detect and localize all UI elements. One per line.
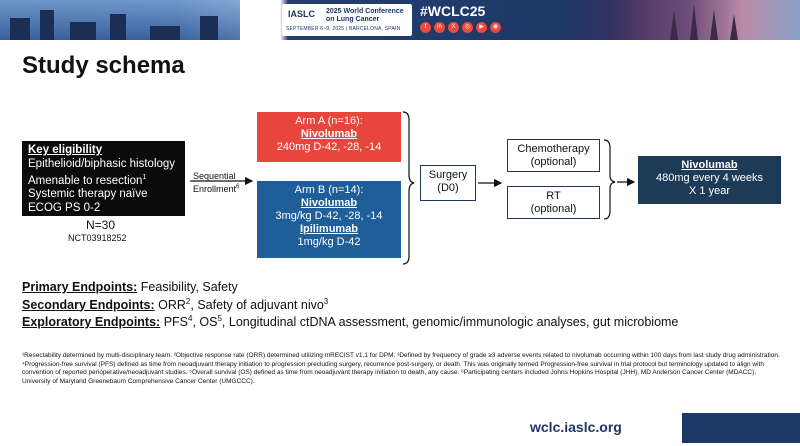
adjuvant-dose: 480mg every 4 weeks — [656, 172, 763, 184]
rt-box — [507, 186, 600, 219]
surgery-day: (D0) — [437, 182, 459, 194]
eligibility-heading: Key eligibility — [28, 144, 103, 156]
instagram-icon[interactable]: ◎ — [462, 22, 473, 33]
adjuvant-drug: Nivolumab — [681, 159, 738, 171]
arm-b-dose-1: 3mg/kg D-42, -28, -14 — [275, 210, 383, 222]
eligibility-line-3: Systemic therapy naïve — [28, 188, 148, 201]
chemotherapy-optional: (optional) — [530, 156, 577, 168]
arm-b-title: Arm B (n=14): — [294, 184, 364, 196]
surgery-label: Surgery — [428, 169, 468, 181]
endpoints-section — [22, 280, 678, 330]
arm-b-dose-2: 1mg/kg D-42 — [297, 236, 361, 248]
eligibility-line-2: Amenable to resection$^1$ — [28, 174, 147, 187]
arm-a-drug: Nivolumab — [300, 128, 358, 140]
sample-size: N=30 — [86, 218, 116, 232]
footer-bar — [0, 412, 800, 446]
facebook-icon[interactable]: f — [420, 22, 431, 33]
primary-endpoints: Primary Endpoints: Feasibility, Safety — [22, 280, 238, 294]
iaslc-logo-text: IASLC — [288, 9, 315, 19]
exploratory-endpoints: Exploratory Endpoints: PFS$^4$, $OS^5$, Longitudinal ctDNA assessment, genomic/immunologic analyses, gut microbiome — [22, 314, 679, 330]
arms-bracket — [403, 112, 414, 264]
surgery-box — [420, 165, 476, 201]
arm-a-dose: 240mg D-42, -28, -14 — [276, 141, 382, 153]
linkedin-icon[interactable]: in — [434, 22, 445, 33]
footnotes: ¹Resectability determined by multi-disciplinary team. ²Objective response rate (ORR) determined utilizing mRECIST v1.1 for DPM. ³Defined by frequency of grade ≥3 adverse events related to nivolumab occurring within 100 days from last study drug administration. ⁴Progression-free survival (PFS) defined as time from neoadjuvant therapy initiation to progression precluding surgery, recurrence post-surgery, or death. This was originally termed Progression-free survival in trial protocol but terminology updated to align with convention of reported perioperative/neoadjuvant studies. ⁵Overall survival (OS) defined as time from neoadjuvant therapy initiation to death, any cause. ⁶Participating centers included Johns Hopkins Hospital (JHH), MD Anderson Cancer Center (MDACC), University of Maryland Greenebaum Comprehensive Cancer Center (UMGCCC). — [22, 352, 780, 385]
rt-optional: (optional) — [530, 203, 577, 215]
conference-dates: SEPTEMBER 6–9, 2025 | BARCELONA, SPAIN — [286, 26, 401, 32]
youtube-icon[interactable]: ▶ — [476, 22, 487, 33]
chemotherapy-box — [507, 139, 600, 172]
adjuvant-nivolumab-box — [638, 156, 781, 204]
key-eligibility-box — [22, 141, 185, 216]
arm-b-drug-2: Ipilimumab — [299, 223, 359, 235]
arm-b-box — [257, 181, 401, 258]
x-icon[interactable]: X — [448, 22, 459, 33]
rt-label: RT — [546, 190, 561, 202]
arm-a-title: Arm A (n=16): — [295, 115, 363, 127]
conference-name: 2025 World Conference on Lung Cancer — [326, 8, 404, 23]
conference-hashtag: #WCLC25 — [420, 3, 486, 19]
chemotherapy-label: Chemotherapy — [517, 143, 590, 155]
adjuvant-bracket — [604, 140, 615, 219]
arm-b-drug-1: Nivolumab — [300, 197, 358, 209]
adjuvant-duration: X 1 year — [689, 185, 730, 197]
eligibility-line-4: ECOG PS 0-2 — [28, 201, 101, 214]
sequential-enrollment-label: Sequential Enrollment$^6$ — [193, 171, 240, 194]
eligibility-line-1: Epithelioid/biphasic histology — [28, 157, 176, 170]
secondary-endpoints: Secondary Endpoints: ORR$^2$, Safety of adjuvant nivo$^3$ — [22, 296, 329, 312]
slide-title: Study schema — [22, 52, 185, 79]
trial-id: NCT03918252 — [68, 233, 127, 243]
footer-accent — [682, 413, 800, 443]
footer-url[interactable]: wclc.iaslc.org — [530, 419, 622, 435]
podcast-icon[interactable]: ◉ — [490, 22, 501, 33]
arm-a-box — [257, 112, 401, 162]
